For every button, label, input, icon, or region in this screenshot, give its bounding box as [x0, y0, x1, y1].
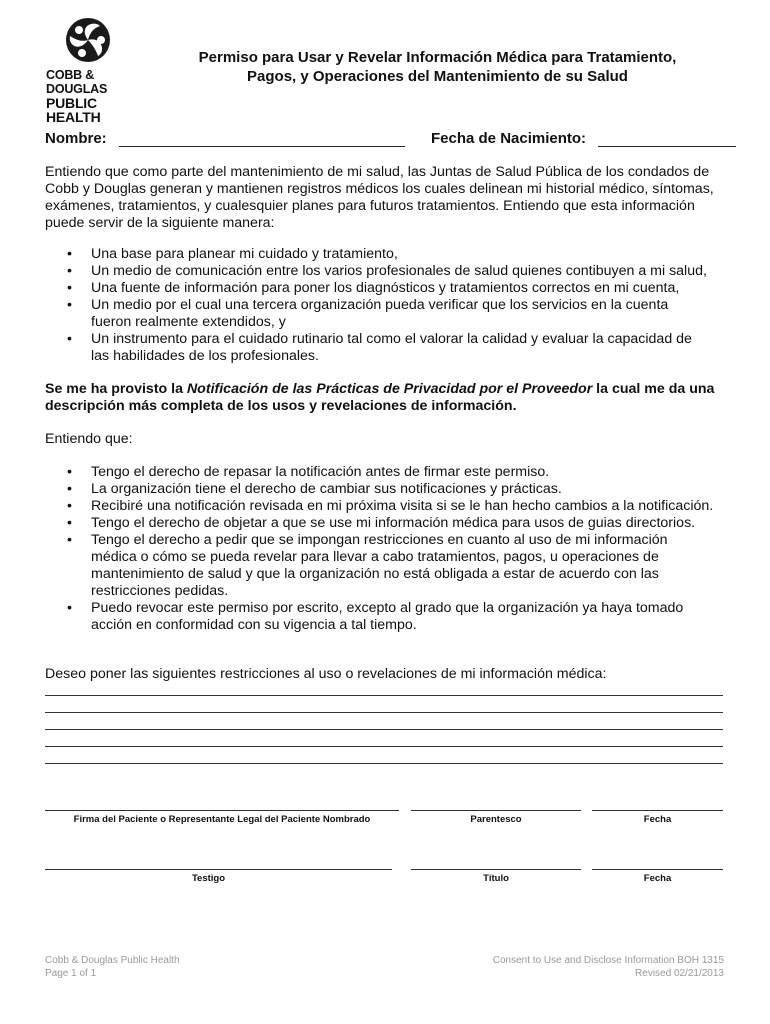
privacy-notice-paragraph	[45, 381, 735, 415]
rights-list	[45, 464, 735, 634]
footer-form-id: Consent to Use and Disclose Information BOH 1315	[492, 955, 724, 966]
list-item: • Puedo revocar este permiso por escrito, excepto al grado que la organización ya haya tomado acción en conformidad con su vigencia a tal tiempo.	[45, 600, 735, 634]
logo	[46, 14, 136, 125]
list-item: • La organización tiene el derecho de cambiar sus notificaciones y prácticas.	[45, 481, 735, 498]
dob-field-row	[431, 130, 736, 147]
footer-left	[45, 954, 180, 980]
title-line-2: Pagos, y Operaciones del Mantenimiento de su Salud	[247, 68, 628, 85]
logo-line-1: COBB & DOUGLAS	[46, 68, 108, 96]
relationship-label: Parentesco	[470, 814, 522, 825]
logo-line-2: PUBLIC HEALTH	[46, 95, 101, 125]
restriction-line-5[interactable]	[45, 763, 723, 764]
notice-title: Notificación de las Prácticas de Privacidad por el Proveedor	[186, 381, 593, 397]
list-item: • Un instrumento para el cuidado rutinario tal como el valorar la calidad y evaluar la capacidad de las habilidades de los profesionales.	[45, 331, 735, 365]
footer-org-name: Cobb & Douglas Public Health	[45, 955, 180, 966]
date-line-2[interactable]	[592, 869, 723, 870]
dob-input-line[interactable]	[598, 132, 736, 147]
restriction-line-1[interactable]	[45, 695, 723, 696]
patient-signature-label: Firma del Paciente o Representante Legal del Paciente Nombrado	[73, 814, 371, 825]
uses-list	[45, 246, 735, 365]
restrictions-label: Deseo poner las siguientes restricciones al uso o revelaciones de mi información médica:	[45, 666, 607, 682]
name-label: Nombre:	[45, 130, 107, 147]
list-item: • Recibiré una notificación revisada en mi próxima visita si se le han hecho cambios a la notificación.	[45, 498, 735, 515]
list-item: • Una fuente de información para poner los diagnósticos y tratamientos correctos en mi cuenta,	[45, 280, 735, 297]
understand-label: Entiendo que:	[45, 431, 133, 447]
name-field-row	[45, 130, 405, 147]
title-line[interactable]	[411, 869, 581, 870]
list-item: • Tengo el derecho a pedir que se impongan restricciones en cuanto al uso de mi información médica o cómo se pueda revelar para llevar a cabo tratamientos, pagos, u operaciones de mantenimiento de salud y que la organización no está obligada a estar de acuerdo con las restricciones pedidas.	[45, 532, 735, 600]
patient-signature-line[interactable]	[45, 810, 399, 811]
page-title	[150, 48, 725, 86]
restriction-line-4[interactable]	[45, 746, 723, 747]
name-input-line[interactable]	[119, 132, 405, 147]
notice-prefix: Se me ha provisto la	[45, 381, 187, 397]
relationship-line[interactable]	[411, 810, 581, 811]
witness-label: Testigo	[191, 873, 226, 884]
title-label: Título	[483, 873, 509, 884]
footer-revision-date: Revised 02/21/2013	[635, 968, 724, 979]
dob-label: Fecha de Nacimiento:	[431, 130, 587, 147]
restriction-line-3[interactable]	[45, 729, 723, 730]
restriction-line-2[interactable]	[45, 712, 723, 713]
footer-right	[493, 954, 724, 980]
date-label-1: Fecha	[643, 814, 672, 825]
logo-mark-icon	[64, 16, 112, 64]
footer-page-number: Page 1 of 1	[45, 968, 97, 979]
date-label-2: Fecha	[643, 873, 672, 884]
list-item: • Tengo el derecho de repasar la notificación antes de firmar este permiso.	[45, 464, 735, 481]
witness-signature-line[interactable]	[45, 869, 392, 870]
list-item: • Un medio por el cual una tercera organización pueda verificar que los servicios en la cuenta fueron realmente extendidos, y	[45, 297, 735, 331]
list-item: • Tengo el derecho de objetar a que se use mi información médica para usos de guias directorios.	[45, 515, 735, 532]
list-item: • Una base para planear mi cuidado y tratamiento,	[45, 246, 735, 263]
list-item: • Un medio de comunicación entre los varios profesionales de salud quienes contibuyen a mi salud,	[45, 263, 735, 280]
title-line-1: Permiso para Usar y Revelar Información Médica para Tratamiento,	[198, 49, 677, 66]
intro-paragraph: Entiendo que como parte del mantenimiento de mi salud, las Juntas de Salud Pública de los condados de Cobb y Douglas generan y mantienen registros médicos los cuales delinean mi historial médico, síntomas, exámenes, tratamientos, y cualesquier planes para futuros tratamientos. Entiendo que esta información puede servir de la siguiente manera:	[45, 164, 714, 231]
notice-suffix: la cual me da una descripción más completa de los usos y revelaciones de información.	[45, 381, 715, 414]
date-line-1[interactable]	[592, 810, 723, 811]
